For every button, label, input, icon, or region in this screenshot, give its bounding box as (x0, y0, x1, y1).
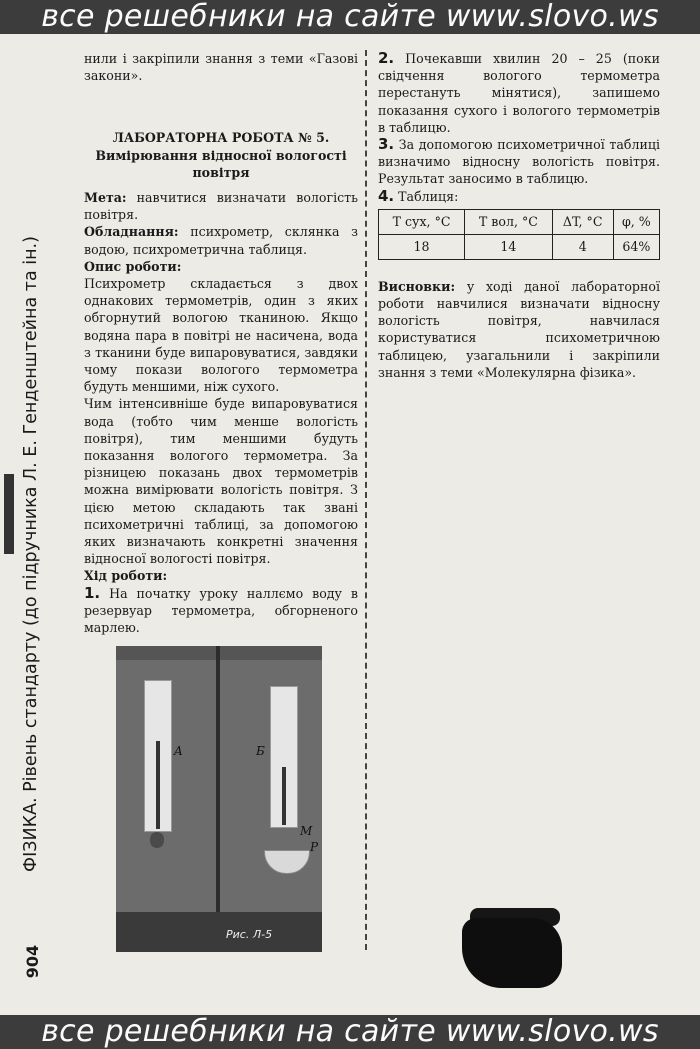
psychrometer-figure (116, 646, 322, 952)
dry-thermometer-bulb (150, 832, 164, 848)
ink-smudge (462, 918, 562, 988)
header-t-dry: T сух, °C (379, 209, 465, 234)
figure-caption: Рис. Л-5 (226, 928, 273, 941)
conclusion-text: у ході даної лабораторної роботи навчилися визначати відносну вологість повітря, навчилася користуватися психометричною таблицею, узагальнили і закріпили знання з теми «Молекулярна фізика». (378, 278, 660, 380)
step-2-number: 2. (378, 49, 395, 67)
step-1 (84, 585, 358, 637)
step-1-text: На початку уроку наллємо воду в резервуар термометра, обгорненого марлею. (84, 585, 358, 636)
spine-title: ФІЗИКА. Рівень стандарту (до підручника Л. Е. Генденштейна та ін.) (21, 236, 41, 872)
results-table (378, 209, 660, 260)
table-header-row (379, 209, 660, 234)
lab-title-line2: Вимірювання відносної вологості повітря (95, 147, 347, 180)
label-b: Б (256, 744, 265, 758)
step-4 (378, 188, 660, 205)
goal-text: навчитися визначати вологість повітря. (84, 190, 358, 223)
cell-humidity: 64% (613, 234, 659, 259)
equipment-text: психрометр, склянка з водою, психрометрична таблиця. (84, 224, 358, 257)
step-2-text: Почекавши хвилин 20 – 25 (поки свідчення вологого термометра перестануть мінятися), запишемо показання сухого і вологого термометрів в таблицю. (378, 51, 660, 135)
description-p2: Чим інтенсивніше буде випаровуватися вода (тобто чим менше вологість повітря), тим меншими будуть показання вологого термометра. За різницею показань двох термометрів можна вимірювати вологість повітря. З цією метою складають так звані психометричні таблиці, за допомогою яких визначають конкретні значення відносної вологості повітря. (84, 396, 358, 567)
step-4-number: 4. (378, 186, 395, 205)
cell-t-wet: 14 (465, 234, 553, 259)
goal (84, 189, 358, 223)
figure-stand (216, 646, 220, 912)
procedure-label: Хід роботи: (84, 568, 168, 584)
label-a: A (174, 744, 183, 758)
header-humidity: φ, % (613, 209, 659, 234)
spine-bar (4, 474, 14, 554)
description-label: Опис роботи: (84, 258, 182, 274)
label-m: M (300, 824, 313, 838)
page-number: 904 (23, 944, 43, 979)
goal-label: Мета: (84, 190, 127, 206)
wet-thermometer (270, 686, 298, 828)
step-4-text: Таблиця: (398, 188, 459, 204)
conclusion (378, 278, 660, 381)
step-3 (378, 136, 660, 188)
equipment-label: Обладнання: (84, 224, 179, 240)
bottom-banner: все решебники на сайте www.slovo.ws (0, 1015, 700, 1049)
step-3-number: 3. (378, 135, 395, 154)
dry-thermometer (144, 680, 172, 832)
left-column (84, 50, 358, 636)
label-p: P (310, 840, 319, 854)
book-spine (0, 34, 62, 1015)
lab-title (84, 129, 358, 181)
step-2 (378, 50, 660, 136)
top-banner: все решебники на сайте www.slovo.ws (0, 0, 700, 34)
column-divider (365, 50, 367, 950)
step-1-number: 1. (84, 583, 101, 602)
lab-title-line1: ЛАБОРАТОРНА РОБОТА № 5. (112, 130, 330, 146)
header-delta-t: ΔT, °C (552, 209, 613, 234)
equipment (84, 223, 358, 257)
cell-t-dry: 18 (379, 234, 465, 259)
right-column (378, 50, 660, 381)
conclusion-label: Висновки: (378, 278, 456, 294)
figure-base (116, 912, 322, 952)
header-t-wet: T вол, °C (465, 209, 553, 234)
step-3-text: За допомогою психометричної таблиці визначимо відносну вологість повітря. Результат заносимо в таблицю. (378, 137, 660, 187)
water-dish (264, 850, 310, 874)
intro-text: нили і закріпили знання з теми «Газові закони». (84, 51, 358, 84)
cell-delta-t: 4 (552, 234, 613, 259)
table-row (379, 234, 660, 259)
description-p1: Психрометр складається з двох однакових термометрів, один з яких обгорнутий вологою тканиною. Якщо водяна пара в повітрі не насичена, вода з тканини буде випаровуватися, завдяки чому покази вологого термометра будуть меншими, ніж сухого. (84, 276, 358, 395)
